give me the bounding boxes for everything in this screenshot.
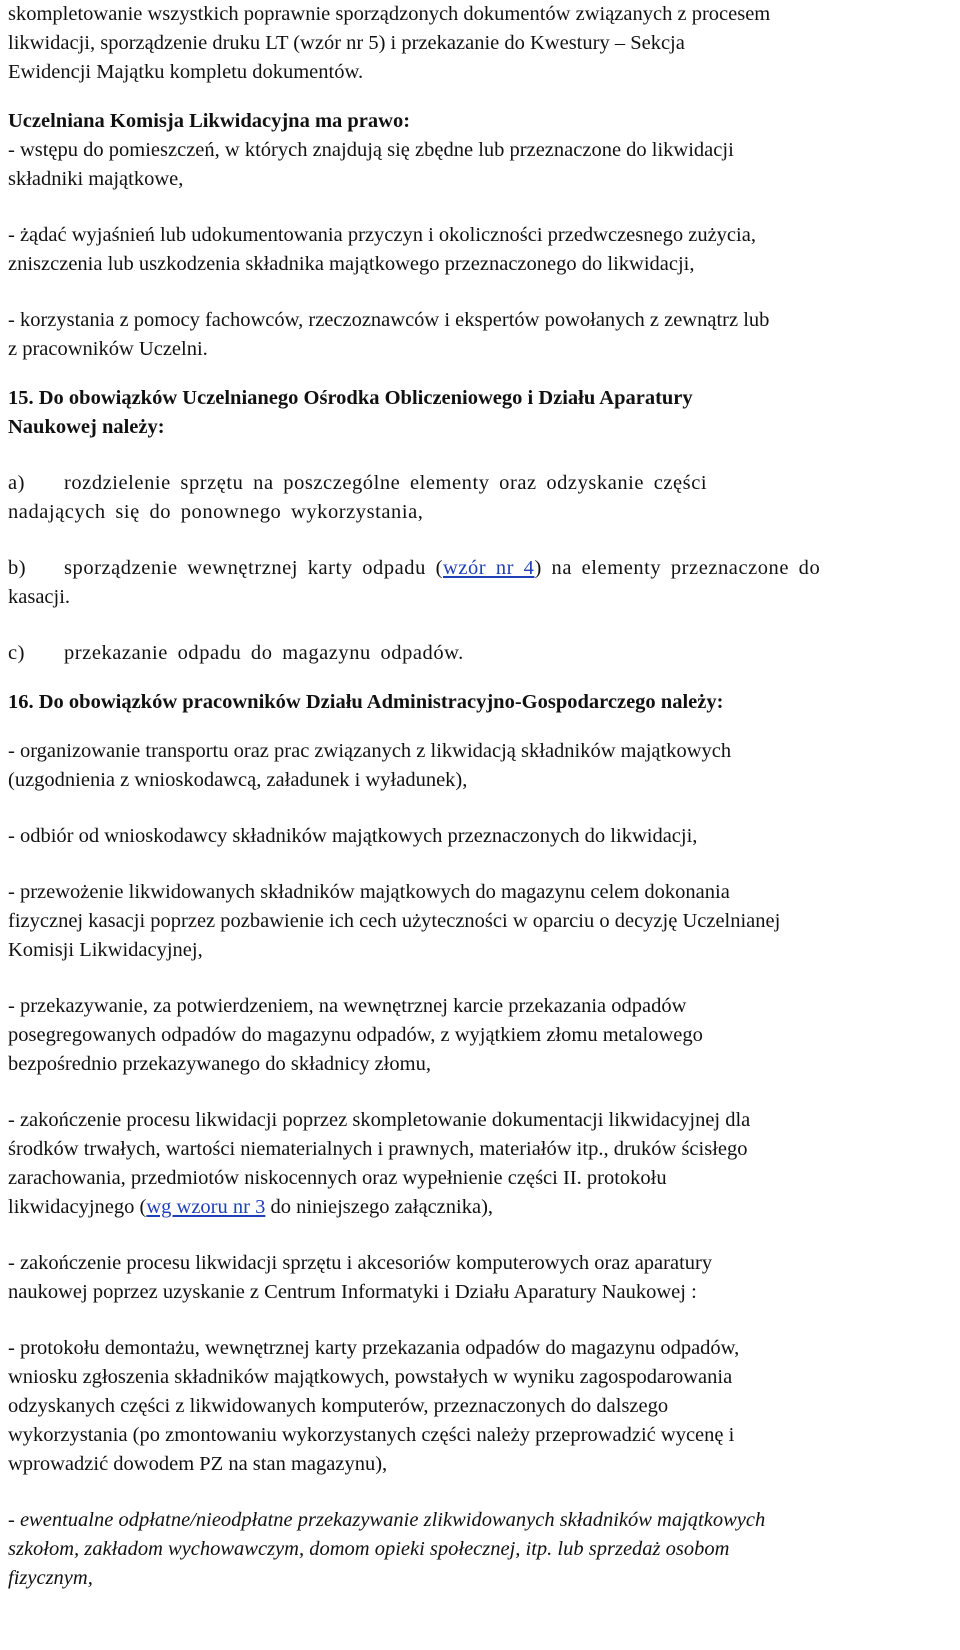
- list-item-c: [8, 639, 953, 668]
- list-text: sporządzenie wewnętrznej karty odpadu (: [64, 557, 443, 579]
- text-line: zniszczenia lub uszkodzenia składnika majątkowego przeznaczonego do likwidacji,: [8, 253, 695, 275]
- text-line: - zakończenie procesu likwidacji poprzez skompletowanie dokumentacji likwidacyjnej dla: [8, 1109, 751, 1131]
- text-line: bezpośrednio przekazywanego do składnicy złomu,: [8, 1053, 431, 1075]
- text-line: - korzystania z pomocy fachowców, rzeczoznawców i ekspertów powołanych z zewnątrz lub: [8, 309, 770, 331]
- section-number: 15.: [8, 387, 34, 409]
- text-line: skompletowanie wszystkich poprawnie sporządzonych dokumentów związanych z procesem: [8, 3, 771, 25]
- text-line: naukowej poprzez uzyskanie z Centrum Informatyki i Działu Aparatury Naukowej :: [8, 1281, 697, 1303]
- section-title: Do obowiązków pracowników Działu Administracyjno-Gospodarczego należy:: [38, 691, 724, 713]
- text-line: z pracowników Uczelni.: [8, 338, 208, 360]
- list-item-b: [8, 554, 953, 583]
- text-line: składniki majątkowe,: [8, 168, 184, 190]
- list-text: przekazanie odpadu do magazynu odpadów.: [64, 642, 464, 664]
- text-line: - wstępu do pomieszczeń, w których znajdują się zbędne lub przeznaczone do likwidacji: [8, 139, 734, 161]
- text-line: wykorzystania (po zmontowaniu wykorzystanych części należy przeprowadzić wycenę i: [8, 1424, 735, 1446]
- text-line: - ewentualne odpłatne/nieodpłatne przekazywanie zlikwidowanych składników majątkowych: [8, 1509, 766, 1531]
- section-heading-continued: Naukowej należy:: [8, 416, 165, 438]
- section-number: 16.: [8, 691, 34, 713]
- wzor-3-link[interactable]: wg wzoru nr 3: [146, 1196, 266, 1218]
- text-line: - protokołu demontażu, wewnętrznej karty przekazania odpadów do magazynu odpadów,: [8, 1337, 740, 1359]
- text-fragment: do niniejszego załącznika),: [265, 1196, 494, 1218]
- section-title: Do obowiązków Uczelnianego Ośrodka Obliczeniowego i Działu Aparatury: [38, 387, 693, 409]
- text-line: kasacji.: [8, 586, 71, 608]
- section-15: [8, 384, 953, 668]
- section-16: [8, 688, 953, 1593]
- intro-paragraph: [8, 0, 953, 87]
- text-line: Komisji Likwidacyjnej,: [8, 939, 203, 961]
- document-page: [8, 0, 953, 1593]
- text-line: - odbiór od wnioskodawcy składników majątkowych przeznaczonych do likwidacji,: [8, 825, 698, 847]
- wzor-4-link[interactable]: wzór nr 4: [442, 557, 535, 579]
- text-line: - przekazywanie, za potwierdzeniem, na wewnętrznej karcie przekazania odpadów: [8, 995, 687, 1017]
- text-line: fizycznej kasacji poprzez pozbawienie ich cech użyteczności w oparciu o decyzję Uczelnianej: [8, 910, 781, 932]
- text-line: nadających się do ponownego wykorzystania,: [8, 501, 424, 523]
- text-line: wprowadzić dowodem PZ na stan magazynu),: [8, 1453, 388, 1475]
- text-line: posegregowanych odpadów do magazynu odpadów, z wyjątkiem złomu metalowego: [8, 1024, 703, 1046]
- list-item-a: [8, 469, 953, 498]
- text-line: - organizowanie transportu oraz prac związanych z likwidacją składników majątkowych: [8, 740, 732, 762]
- text-line: odzyskanych części z likwidowanych komputerów, przeznaczonych do dalszego: [8, 1395, 669, 1417]
- section-heading: [8, 384, 953, 413]
- text-line: Ewidencji Majątku kompletu dokumentów.: [8, 61, 364, 83]
- commission-section: [8, 107, 953, 364]
- list-label: b): [8, 557, 27, 579]
- text-line: - zakończenie procesu likwidacji sprzętu i akcesoriów komputerowych oraz aparatury: [8, 1252, 713, 1274]
- text-line: zarachowania, przedmiotów niskocennych oraz wypełnienie części II. protokołu: [8, 1167, 667, 1189]
- text-line: (uzgodnienia z wnioskodawcą, załadunek i wyładunek),: [8, 769, 468, 791]
- text-fragment: likwidacyjnego (: [8, 1196, 147, 1218]
- list-text: rozdzielenie sprzętu na poszczególne elementy oraz odzyskanie części: [64, 472, 708, 494]
- text-line: wniosku zgłoszenia składników majątkowych, powstałych w wyniku zagospodarowania: [8, 1366, 733, 1388]
- section-heading: Uczelniana Komisja Likwidacyjna ma prawo:: [8, 110, 411, 132]
- text-line: fizycznym,: [8, 1567, 93, 1589]
- text-line: [8, 1193, 953, 1222]
- text-line: - przewożenie likwidowanych składników majątkowych do magazynu celem dokonania: [8, 881, 730, 903]
- text-line: szkołom, zakładom wychowawczym, domom opieki społecznej, itp. lub sprzedaż osobom: [8, 1538, 730, 1560]
- text-line: likwidacji, sporządzenie druku LT (wzór nr 5) i przekazanie do Kwestury – Sekcja: [8, 32, 685, 54]
- list-label: c): [8, 642, 26, 664]
- text-line: - żądać wyjaśnień lub udokumentowania przyczyn i okoliczności przedwczesnego zużycia,: [8, 224, 756, 246]
- text-line: środków trwałych, wartości niematerialnych i prawnych, materiałów itp., druków ścisłego: [8, 1138, 748, 1160]
- list-label: a): [8, 472, 26, 494]
- list-text-cont: ) na elementy przeznaczone do: [534, 557, 821, 579]
- section-heading: [8, 688, 953, 717]
